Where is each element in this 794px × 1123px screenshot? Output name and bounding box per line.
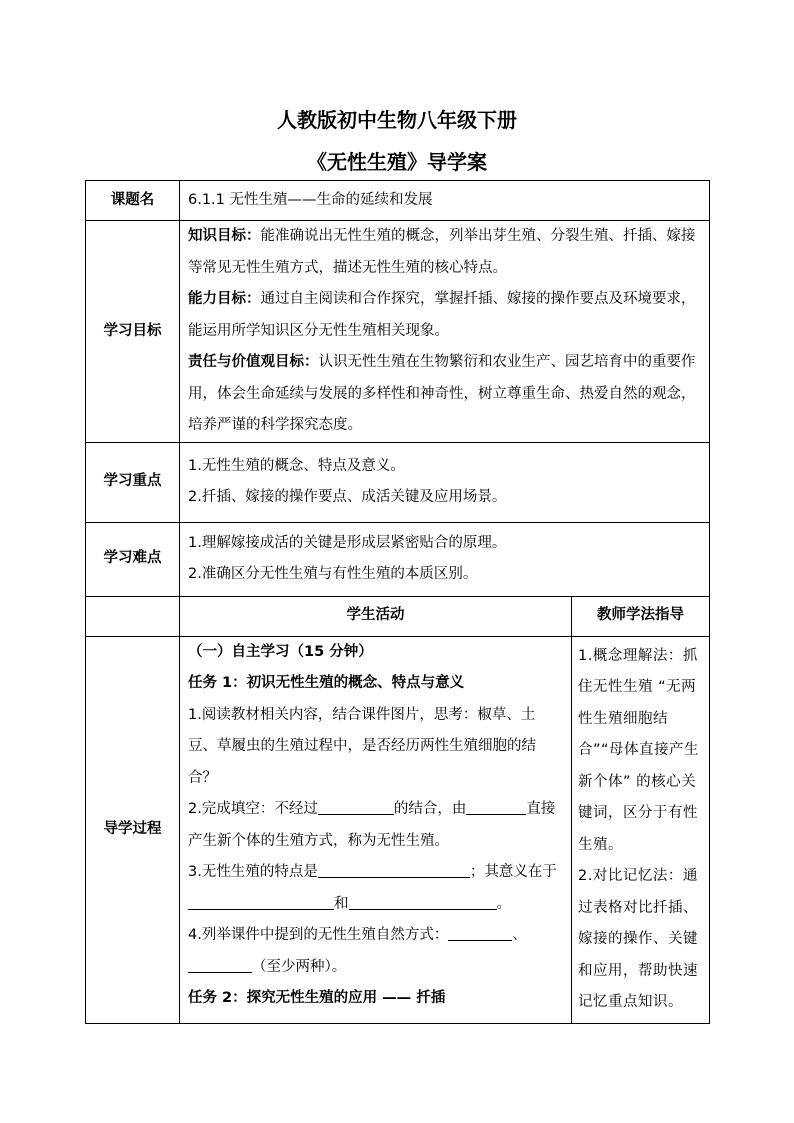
goals-row (86, 221, 710, 443)
key-item: 1.无性生殖的概念、特点及意义。 (188, 457, 405, 474)
guide-table (85, 180, 710, 1024)
fill-blank[interactable] (318, 859, 470, 878)
process-label: 导学过程 (86, 636, 180, 1023)
task-1-heading: 任务 1：初识无性生殖的概念、特点与意义 (188, 675, 465, 691)
difficulty-item: 1.理解嫁接成活的关键是形成层紧密贴合的原理。 (188, 534, 507, 551)
student-activity-header: 学生活动 (180, 596, 572, 636)
goals-label: 学习目标 (86, 221, 180, 443)
goals-content (180, 221, 710, 443)
task-2-heading: 任务 2：探究无性生殖的应用 —— 扦插 (188, 990, 446, 1006)
document-subtitle: 《无性生殖》导学案 (307, 150, 487, 174)
goal-knowledge: 知识目标：能准确说出无性生殖的概念，列举出芽生殖、分裂生殖、扦插、嫁接等常见无性生殖方式，描述无性生殖的核心特点。 (188, 228, 696, 276)
question-2: 2.完成填空：不经过 的结合，由 直接产生新个体的生殖方式，称为无性生殖。 (188, 794, 563, 857)
fill-blank[interactable] (318, 796, 394, 815)
key-item: 2.扦插、嫁接的操作要点、成活关键及应用场景。 (188, 489, 507, 505)
topic-label: 课题名 (86, 181, 180, 221)
fill-blank[interactable] (188, 954, 252, 973)
difficulty-row (86, 522, 710, 596)
fill-blank[interactable] (466, 796, 526, 815)
fill-blank[interactable] (448, 922, 512, 941)
question-1: 1.阅读教材相关内容，结合课件图片，思考：椒草、土豆、草履虫的生殖过程中，是否经历两性生殖细胞的结合？ (188, 706, 536, 786)
teacher-guidance-content (572, 636, 710, 1023)
key-content (180, 442, 710, 522)
empty-header-cell (86, 596, 180, 636)
topic-value: 6.1.1 无性生殖——生命的延续和发展 (180, 181, 710, 221)
goal-ability: 能力目标：通过自主阅读和合作探究，掌握扦插、嫁接的操作要点及环境要求，能运用所学知识区分无性生殖相关现象。 (188, 291, 696, 339)
teacher-tip: 2.对比记忆法：通过表格对比扦插、嫁接的操作、关键和应用，帮助快速记忆重点知识。 (578, 868, 698, 1010)
key-label: 学习重点 (86, 442, 180, 522)
goal-value: 责任与价值观目标：认识无性生殖在生物繁衍和农业生产、园艺培育中的重要作用，体会生命延续与发展的多样性和神奇性，树立尊重生命、热爱自然的观念，培养严谨的科学探究态度。 (188, 354, 696, 433)
difficulty-label: 学习难点 (86, 522, 180, 596)
student-activity-content (180, 636, 572, 1023)
question-4: 4.列举课件中提到的无性生殖自然方式： 、（至少两种）。 (188, 920, 563, 983)
process-row (86, 636, 710, 1023)
teacher-tip: 1.概念理解法：抓住无性生殖 “无两性生殖细胞结合”“母体直接产生新个体” 的核心关键词，区分于有性生殖。 (578, 647, 700, 853)
section-heading: （一）自主学习（15 分钟） (188, 643, 373, 660)
question-3: 3.无性生殖的特点是 ；其意义在于和 。 (188, 857, 563, 920)
fill-blank[interactable] (188, 891, 334, 910)
teacher-guidance-header: 教师学法指导 (572, 596, 710, 636)
difficulty-item: 2.准确区分无性生殖与有性生殖的本质区别。 (188, 566, 478, 582)
topic-row (86, 181, 710, 221)
difficulty-content (180, 522, 710, 596)
document-title: 人教版初中生物八年级下册 (277, 108, 517, 132)
fill-blank[interactable] (349, 891, 497, 910)
key-row (86, 442, 710, 522)
activity-header-row (86, 596, 710, 636)
